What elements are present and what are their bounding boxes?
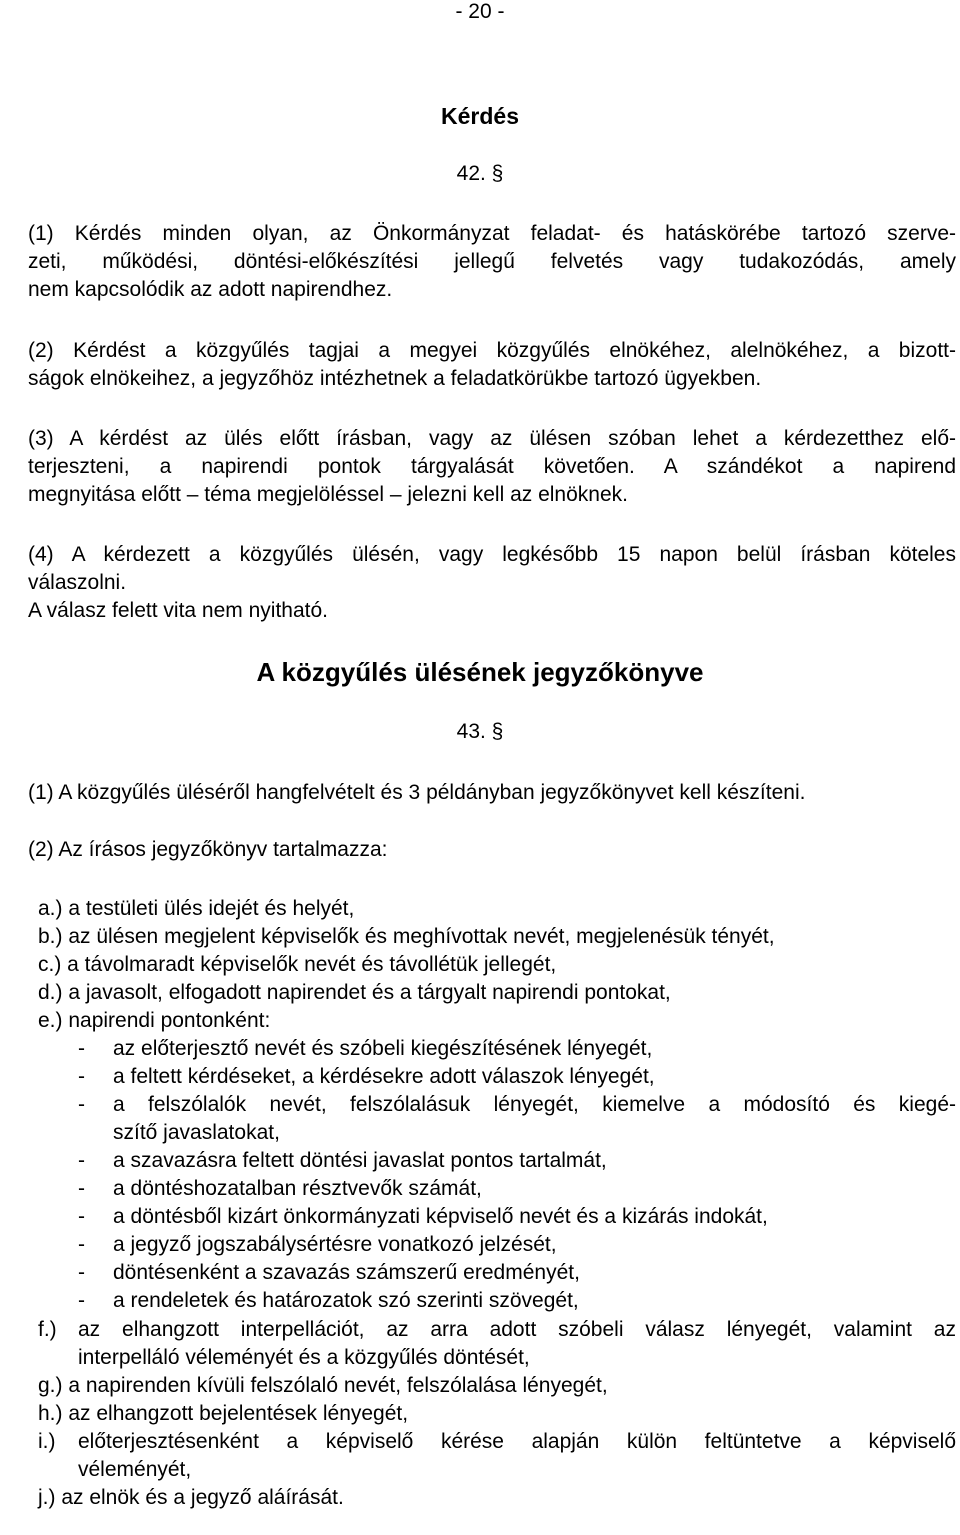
paragraph-number-43: 43. § — [456, 720, 504, 743]
p3-line1: (3) A kérdést az ülés előtt írásban, vagy az ülésen szóban lehet a kérdezetthez elő- — [28, 427, 956, 450]
sub-item-5: a döntéshozatalban résztvevők számát, — [113, 1177, 482, 1200]
sub-item-1: az előterjesztő nevét és szóbeli kiegészítésének lényegét, — [113, 1037, 653, 1060]
p1-line2: zeti, működési, döntési-előkészítési jellegű felvetés vagy tudakozódás, amely — [28, 250, 956, 273]
dash-9: - — [78, 1289, 85, 1312]
list-item-c: c.) a távolmaradt képviselők nevét és távollétük jellegét, — [38, 953, 557, 976]
sub-item-3-line2: szítő javaslatokat, — [113, 1121, 280, 1144]
sub-item-4: a szavazásra feltett döntési javaslat pontos tartalmát, — [113, 1149, 607, 1172]
sub-item-3-line1: a felszólalók nevét, felszólalásuk lényegét, kiemelve a módosító és kiegé- — [113, 1093, 956, 1116]
dash-6: - — [78, 1205, 85, 1228]
dash-2: - — [78, 1065, 85, 1088]
dash-4: - — [78, 1149, 85, 1172]
list-item-i-line1: előterjesztésenként a képviselő kérése alapján külön feltüntetve a képviselő — [78, 1430, 956, 1453]
p4-line1: (4) A kérdezett a közgyűlés ülésén, vagy legkésőbb 15 napon belül írásban köteles — [28, 543, 956, 566]
list-item-h: h.) az elhangzott bejelentések lényegét, — [38, 1402, 409, 1425]
list-item-f-line1: az elhangzott interpellációt, az arra adott szóbeli válasz lényegét, valamint az — [78, 1318, 956, 1341]
list-item-d: d.) a javasolt, elfogadott napirendet és a tárgyalt napirendi pontokat, — [38, 981, 671, 1004]
list-item-f-label: f.) — [38, 1318, 57, 1341]
p2-line2: ságok elnökeihez, a jegyzőhöz intézhetnek a feladatkörükbe tartozó ügyekben. — [28, 367, 762, 390]
p4-line3: A válasz felett vita nem nyitható. — [28, 599, 328, 622]
s2-p2: (2) Az írásos jegyzőkönyv tartalmazza: — [28, 838, 388, 861]
p4-line2: válaszolni. — [28, 571, 127, 594]
p1-line3: nem kapcsolódik az adott napirendhez. — [28, 278, 393, 301]
p1-line1: (1) Kérdés minden olyan, az Önkormányzat feladat- és hatáskörébe tartozó szerve- — [28, 222, 956, 245]
heading-kerdes: Kérdés — [441, 103, 519, 129]
sub-item-2: a feltett kérdéseket, a kérdésekre adott válaszok lényegét, — [113, 1065, 655, 1088]
dash-1: - — [78, 1037, 85, 1060]
list-item-f-line2: interpelláló véleményét és a közgyűlés döntését, — [78, 1346, 530, 1369]
list-item-b: b.) az ülésen megjelent képviselők és meghívottak nevét, megjelenésük tényét, — [38, 925, 775, 948]
sub-item-9: a rendeletek és határozatok szó szerinti szövegét, — [113, 1289, 579, 1312]
page-number: - 20 - — [455, 0, 505, 23]
list-item-g: g.) a napirenden kívüli felszólaló nevét, felszólalása lényegét, — [38, 1374, 608, 1397]
p2-line1: (2) Kérdést a közgyűlés tagjai a megyei közgyűlés elnökéhez, alelnökéhez, a bizott- — [28, 339, 956, 362]
dash-5: - — [78, 1177, 85, 1200]
s2-p1: (1) A közgyűlés üléséről hangfelvételt és 3 példányban jegyzőkönyvet kell készíteni. — [28, 781, 806, 804]
list-item-i-line2: véleményét, — [78, 1458, 192, 1481]
sub-item-6: a döntésből kizárt önkormányzati képviselő nevét és a kizárás indokát, — [113, 1205, 768, 1228]
list-item-e: e.) napirendi pontonként: — [38, 1009, 271, 1032]
p3-line3: megnyitása előtt – téma megjelöléssel – jelezni kell az elnöknek. — [28, 483, 628, 506]
sub-item-7: a jegyző jogszabálysértésre vonatkozó jelzését, — [113, 1233, 557, 1256]
dash-3: - — [78, 1093, 85, 1116]
list-item-j: j.) az elnök és a jegyző aláírását. — [38, 1486, 344, 1509]
paragraph-number-42: 42. § — [456, 162, 504, 185]
list-item-a: a.) a testületi ülés idejét és helyét, — [38, 897, 355, 920]
dash-8: - — [78, 1261, 85, 1284]
p3-line2: terjeszteni, a napirendi pontok tárgyalását követően. A szándékot a napirend — [28, 455, 956, 478]
dash-7: - — [78, 1233, 85, 1256]
list-item-i-label: i.) — [38, 1430, 56, 1453]
heading-jegyzokonyv: A közgyűlés ülésének jegyzőkönyve — [256, 657, 704, 687]
sub-item-8: döntésenként a szavazás számszerű eredményét, — [113, 1261, 580, 1284]
